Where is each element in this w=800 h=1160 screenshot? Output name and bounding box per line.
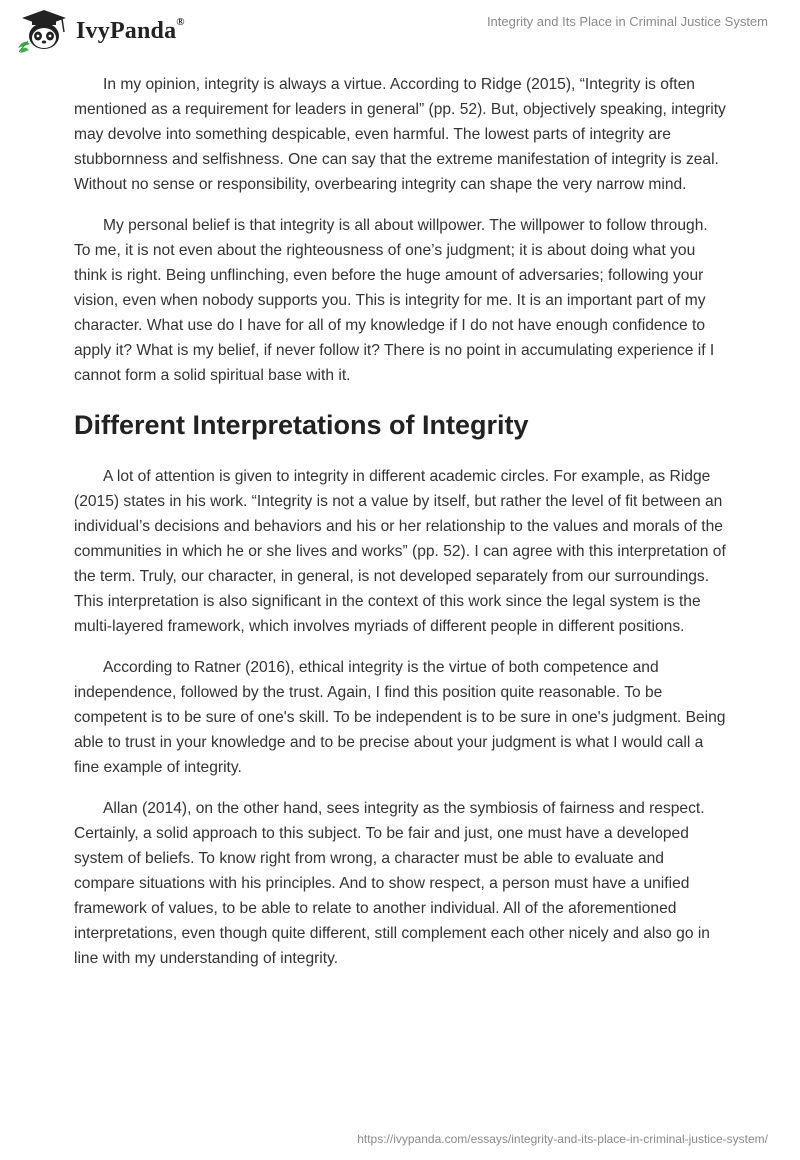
- body-paragraph: Allan (2014), on the other hand, sees integrity as the symbiosis of fairness and respect. Certainly, a solid approach to this subject. To be fair and just, one must have a developed system of beliefs. To know right from wrong, a character must be able to evaluate and compare situations with his principles. And to show respect, a person must have a unified framework of values, to be able to relate to another individual. All of the aforementioned interpretations, even though quite different, still complement each other nicely and also go in line with my understanding of integrity.: [74, 800, 710, 967]
- body-paragraph: A lot of attention is given to integrity in different academic circles. For example, as Ridge (2015) states in his work. “Integrity is not a value by itself, but rather the level of fit between an individual’s decisions and behaviors and his or her relationship to the values and morals of the communities in which he or she lives and works” (pp. 52). I can agree with this interpretation of the term. Truly, our character, in general, is not developed separately from our surroundings. This interpretation is also significant in the context of this work since the legal system is the multi-layered framework, which involves myriads of different people in different positions.: [74, 468, 726, 635]
- body-paragraph: My personal belief is that integrity is all about willpower. The willpower to follow through. To me, it is not even about the righteousness of one’s judgment; it is about doing what you think is right. Being unflinching, even before the huge amount of adversaries; following your vision, even when nobody supports you. This is integrity for me. It is an important part of my character. What use do I have for all of my knowledge if I do not have enough confidence to apply it? What is my belief, if never follow it? There is no point in accumulating experience if I cannot form a solid spiritual base with it.: [74, 217, 715, 384]
- body-paragraph: In my opinion, integrity is always a virtue. According to Ridge (2015), “Integrity is often mentioned as a requirement for leaders in general” (pp. 52). But, objectively speaking, integrity may devolve into something despicable, even harmful. The lowest parts of integrity are stubbornness and selfishness. One can say that the extreme manifestation of integrity is zeal. Without no sense or responsibility, overbearing integrity can shape the very narrow mind.: [74, 76, 726, 193]
- body-paragraph: According to Ratner (2016), ethical integrity is the virtue of both competence and independence, followed by the trust. Again, I find this position quite reasonable. To be competent is to be sure of one's skill. To be independent is to be sure in one's judgment. Being able to trust in your knowledge and to be precise about your judgment is what I would call a fine example of integrity.: [74, 659, 726, 776]
- source-url[interactable]: https://ivypanda.com/essays/integrity-and-its-place-in-criminal-justice-system/: [357, 1132, 768, 1146]
- panda-graduate-icon: [14, 8, 72, 54]
- page-header: [0, 0, 800, 62]
- section-heading: Different Interpretations of Integrity: [74, 410, 529, 440]
- brand-name: IvyPanda®: [76, 15, 185, 44]
- ivypanda-logo[interactable]: [14, 8, 185, 54]
- essay-body: [74, 72, 728, 987]
- document-title: Integrity and Its Place in Criminal Justice System: [486, 14, 768, 29]
